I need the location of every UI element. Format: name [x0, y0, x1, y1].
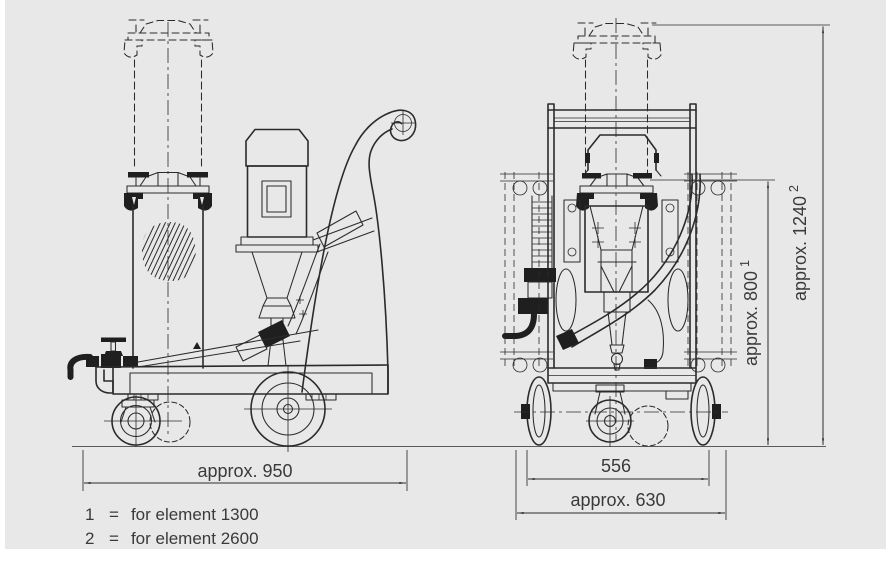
legend [85, 503, 259, 551]
dim-label-1240: approx. 1240$^2$ [787, 184, 810, 302]
legend-key: 1 [85, 505, 95, 524]
dimensions [83, 25, 830, 520]
dimension-556 [527, 450, 709, 486]
front-caster-side [104, 395, 190, 447]
legend-key: 2 [85, 529, 95, 548]
motor-front [583, 135, 661, 176]
wheels-front [514, 377, 728, 445]
dim-label-800: approx. $800^1$ [738, 259, 761, 367]
legend-row-1 [85, 503, 259, 527]
legend-text: for element 1300 [130, 505, 259, 524]
filter-cart-side-view [70, 20, 415, 452]
dim-label-556: 556 [600, 456, 632, 476]
dim-label-950: approx. 950 [197, 461, 293, 481]
filter-cart-front-view [500, 18, 737, 447]
dimension-1240 [652, 25, 830, 445]
chassis-front [548, 368, 696, 399]
legend-text: for element 2600 [130, 529, 259, 548]
housing-hatch-patch [142, 222, 196, 281]
drain-valve [70, 330, 318, 377]
legend-row-2 [85, 527, 259, 551]
phantom-element-2600-side [124, 20, 213, 170]
handle-side [302, 110, 416, 393]
chassis-tank-side [96, 365, 388, 400]
filter-lid-front [576, 173, 658, 211]
rear-wheel-side [244, 366, 332, 452]
pump-hose-side [236, 211, 363, 361]
dim-label-630: approx. 630 [570, 490, 666, 510]
legend-equals: = [109, 529, 119, 548]
dimension-950 [83, 450, 407, 491]
legend-equals: = [109, 505, 119, 524]
center-caster-front [586, 385, 668, 447]
